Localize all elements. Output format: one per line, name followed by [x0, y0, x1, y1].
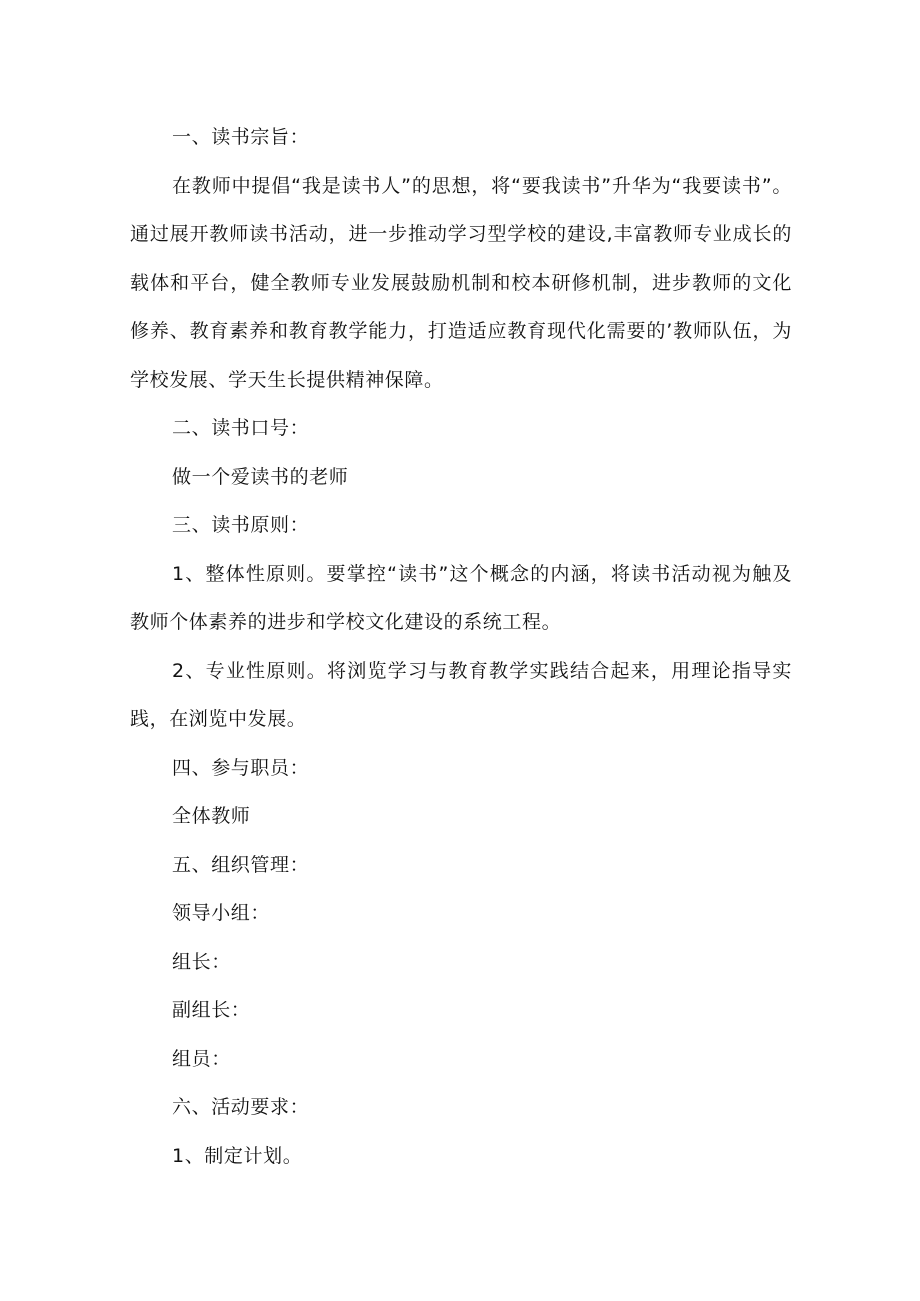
requirement-item-1: 1、制定计划。	[172, 1144, 303, 1167]
section-heading-slogan: 二、读书口号：	[172, 417, 310, 439]
section-heading-participants: 四、参与职员：	[172, 756, 310, 779]
group-members-label: 组员：	[172, 1047, 231, 1070]
participants-text: 全体教师	[172, 805, 251, 827]
principle-item-2: 2、专业性原则。将浏览学习与教育教学实践结合起来，用理论指导实践，在浏览中发展。	[130, 659, 792, 730]
group-leader-label: 组长：	[172, 950, 231, 973]
slogan-text: 做一个爱读书的老师	[172, 465, 349, 488]
section-heading-purpose: 一、读书宗旨：	[172, 126, 310, 148]
purpose-paragraph: 在教师中提倡“我是读书人”的思想，将“要我读书”升华为“我要读书”。通过展开教师读书活动，进一步推动学习型学校的建设,丰富教师专业成长的载体和平台，健全教师专业发展鼓励机制和校本研修机制，进步教师的文化修养、教育素养和教育教学能力，打造适应教育现代化需要的’教师队伍，为学校发展、学天生长提供精神保障。	[130, 174, 792, 391]
principle-item-1: 1、整体性原则。要掌控“读书”这个概念的内涵，将读书活动视为触及教师个体素养的进步和学校文化建设的系统工程。	[130, 562, 792, 633]
deputy-leader-label: 副组长：	[172, 999, 251, 1021]
section-heading-principles: 三、读书原则：	[172, 514, 310, 536]
leadership-group-label: 领导小组：	[172, 902, 271, 924]
section-heading-organization: 五、组织管理：	[172, 853, 310, 876]
document-body	[130, 113, 792, 1180]
section-heading-requirements: 六、活动要求：	[172, 1096, 310, 1118]
